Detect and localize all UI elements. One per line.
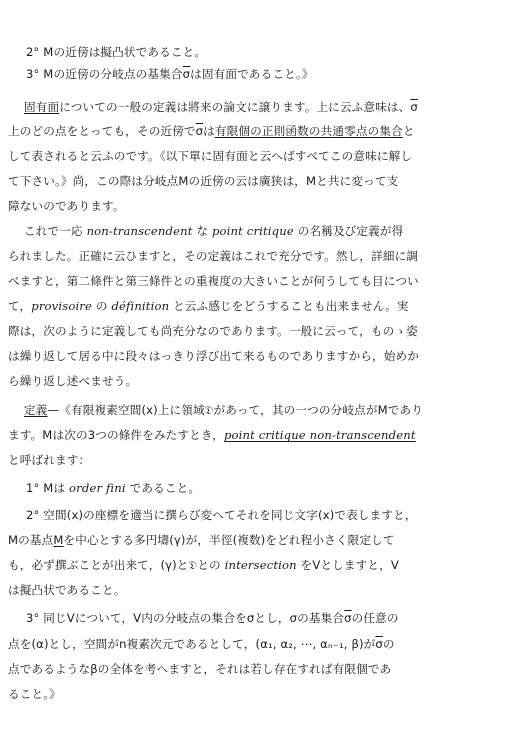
- text-run: ます。Mは次の3つの條件をみたすとき，: [8, 428, 224, 442]
- latin-term: point critique: [211, 224, 294, 238]
- paragraph-line: [8, 173, 508, 189]
- paragraph-line: [8, 248, 508, 264]
- text-run: べますと，第二條件と第三條件との重複度の大きいことが何うしても目につい: [8, 274, 419, 288]
- text-run: の: [382, 637, 395, 651]
- paragraph-line: [8, 273, 508, 289]
- condition-2-line: [8, 557, 508, 573]
- text-run: と呼ばれます：: [8, 453, 91, 467]
- text-run: の名稱及び定義が得: [293, 224, 404, 238]
- condition-1-order-fini: [26, 480, 508, 496]
- text-run: 点を(α)とし，空間がn複素次元であるとして，(α₁, α₂, ⋯, αₙ₋₁, β)が: [8, 637, 376, 651]
- paragraph-line: [8, 123, 508, 139]
- paragraph-line: [24, 223, 508, 239]
- condition-3-line: [8, 686, 508, 702]
- paragraph-line: [8, 348, 508, 364]
- condition-2-pseudoconvex: [26, 44, 508, 60]
- latin-term: order fini: [69, 481, 126, 495]
- text-run: ること。》: [8, 687, 61, 701]
- text-run: をVとしますと，V: [296, 558, 399, 572]
- text-run: は擬凸状であること。: [8, 583, 126, 597]
- overlined-sigma: $\overline{\sigma}$: [344, 611, 352, 625]
- condition-2-line: [8, 582, 508, 598]
- text-run: —《有限複素空間(x)上に領域𝔇があって，其の一つの分岐点がMであり: [47, 403, 423, 417]
- text-run: の任意の: [351, 611, 399, 625]
- text-run: これで一応: [24, 224, 87, 238]
- text-run: は: [203, 124, 215, 138]
- condition-3-line: [8, 661, 508, 677]
- text-run: 1° Mは: [26, 481, 70, 495]
- text-run: られました。正確に云ひますと，その定義はこれで充分です。然し，詳細に調: [8, 249, 419, 263]
- text-run: 障ないのであります。: [8, 199, 125, 213]
- definition-line: [8, 427, 508, 443]
- latin-term: intersection: [224, 558, 297, 572]
- text-run: は固有面であること。》: [190, 67, 314, 81]
- overlined-sigma: $\overline{\sigma}$: [410, 100, 418, 114]
- text-run: についての一般の定義は將来の論文に譲ります。上に云ふ意味は、: [59, 100, 411, 114]
- underlined-term: 有限個の正則函数の共通零点の集合: [214, 124, 403, 138]
- text-run: の: [92, 299, 112, 313]
- overlined-sigma: $\overline{\sigma}$: [195, 124, 204, 138]
- text-run: 点であるようなβの全体を考へますと，それは若し存在すれば有限個であ: [8, 662, 392, 676]
- paragraph-line: [8, 373, 508, 389]
- text-run: て，: [8, 299, 32, 313]
- definition-line: [24, 402, 508, 418]
- text-run: 際は，次のように定義しても尚充分なのであります。一般に云って，ものゝ姿: [8, 324, 418, 338]
- paragraph-line: [24, 99, 508, 115]
- latin-term: non-transcendent: [86, 224, 193, 238]
- condition-2-line: [8, 532, 508, 548]
- text-run: も，必ず撰ぶことが出来て，(γ)と𝔇との: [8, 558, 225, 572]
- definition-line: [8, 452, 508, 468]
- underlined-term: 固有面: [24, 100, 60, 114]
- text-run: ら繰り返し述べませう。: [8, 374, 138, 388]
- underlined-base-point: M: [53, 533, 64, 547]
- text-run: 2° 空間(x)の座標を適当に撰らび変へてそれを同じ文字(x)で表しますと，: [26, 508, 417, 522]
- text-run: と云ふ感じをどうすることも出来ません。実: [169, 299, 409, 313]
- text-run: 3° Mの近傍の分岐点の基集合: [26, 67, 183, 81]
- text-run: て下さい。》尚，この際は分岐点Mの近傍の云は廣狭は，Mと共に変って支: [8, 174, 399, 188]
- paragraph-line: [8, 198, 508, 214]
- latin-term: définition: [111, 299, 170, 313]
- text-run: して表されると云ふのです。《以下單に固有面と云へばすべてこの意味に解し: [8, 149, 413, 163]
- text-run: 上のどの点をとっても，その近傍で: [8, 124, 196, 138]
- text-run: と: [402, 124, 415, 138]
- condition-3-line: [26, 610, 508, 626]
- text-run: は繰り返して居る中に段々はっきり浮び出て来るものでありますから，始めか: [8, 349, 420, 363]
- definition-heading: 定義: [24, 403, 48, 417]
- paragraph-line: [8, 323, 508, 339]
- text-run: な: [192, 224, 212, 238]
- text-run: 2° Mの近傍は擬凸状であること。: [26, 45, 207, 59]
- text-run: Mの基点: [8, 533, 54, 547]
- condition-3-line: [8, 636, 508, 652]
- overlined-sigma: $\overline{\sigma}$: [375, 637, 383, 651]
- text-run: であること。: [125, 481, 201, 495]
- paragraph-line: [8, 298, 508, 314]
- latin-term: provisoire: [31, 299, 93, 313]
- latin-term: point critique non-transcendent: [223, 428, 416, 442]
- paragraph-line: [8, 148, 508, 164]
- text-run: を中心とする多円壔(γ)が，半徑(複数)をどれ程小さく限定して: [63, 533, 395, 547]
- overlined-sigma: $\overline{\sigma}$: [182, 67, 191, 81]
- condition-3-proper-surface: [26, 66, 508, 82]
- text-run: 3° 同じVについて，V内の分岐点の集合をσとし，σの基集合: [26, 611, 345, 625]
- condition-2-line: [26, 507, 508, 523]
